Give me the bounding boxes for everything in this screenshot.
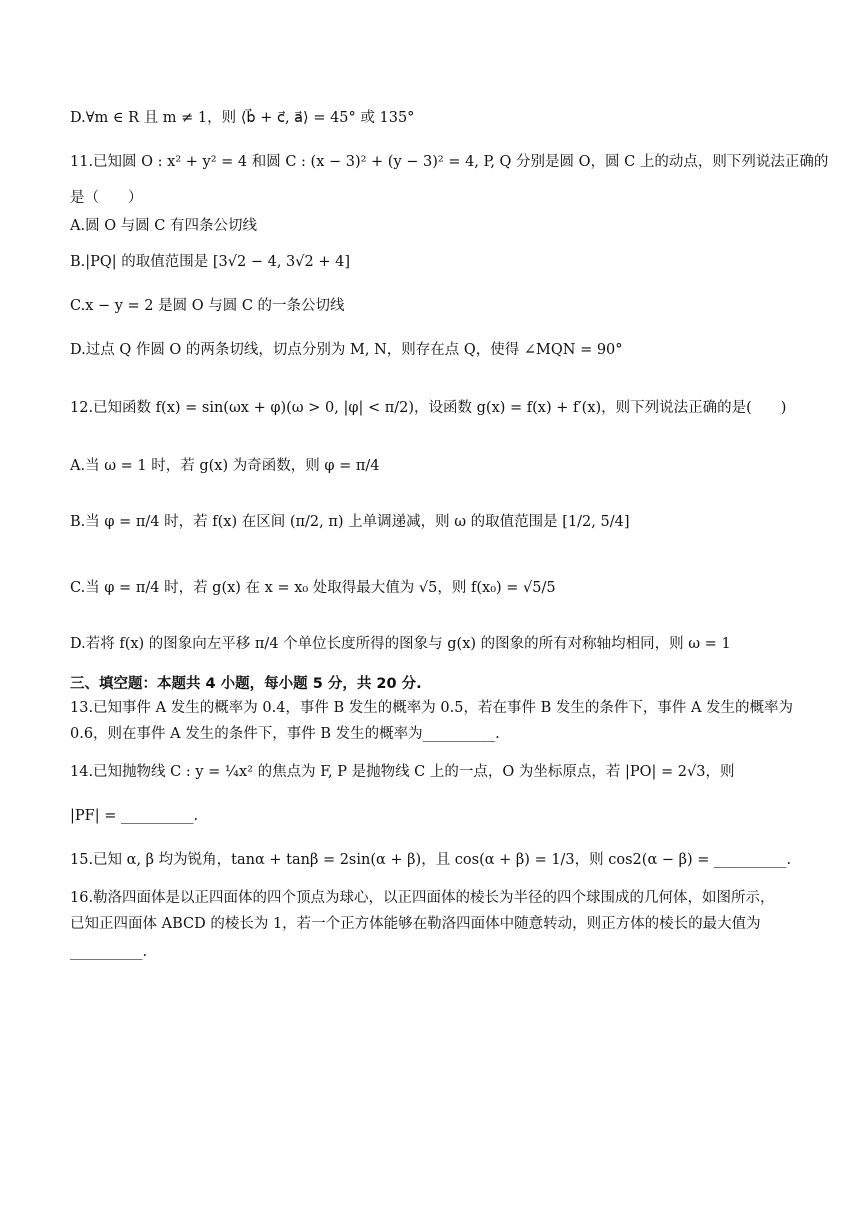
q12-option-c: C.当 φ = π/4 时，若 g(x) 在 x = x₀ 处取得最大值为 √5，则 f(x₀) = √5/5 bbox=[70, 580, 556, 596]
q14-line-1: 14.已知抛物线 C : y = ¼x² 的焦点为 F, P 是抛物线 C 上的一点，O 为坐标原点，若 |PO| = 2√3，则 bbox=[70, 764, 735, 780]
q12-option-a: A.当 ω = 1 时，若 g(x) 为奇函数，则 φ = π/4 bbox=[70, 458, 380, 474]
q11-stem-line-1: 11.已知圆 O : x² + y² = 4 和圆 C : (x − 3)² + (y − 3)² = 4, P, Q 分别是圆 O，圆 C 上的动点，则下列说法正确的 bbox=[70, 154, 829, 170]
q12-option-d: D.若将 f(x) 的图象向左平移 π/4 个单位长度所得的图象与 g(x) 的图象的所有对称轴均相同，则 ω = 1 bbox=[70, 636, 731, 652]
q11-option-a: A.圆 O 与圆 C 有四条公切线 bbox=[70, 218, 257, 234]
q16-line-1: 16.勒洛四面体是以正四面体的四个顶点为球心，以正四面体的棱长为半径的四个球围成的几何体，如图所示， bbox=[70, 890, 775, 906]
q11-option-c: C.x − y = 2 是圆 O 与圆 C 的一条公切线 bbox=[70, 298, 345, 314]
q11-option-d: D.过点 Q 作圆 O 的两条切线，切点分别为 M, N，则存在点 Q，使得 ∠MQN = 90° bbox=[70, 342, 623, 358]
q10-option-d: D.∀m ∈ R 且 m ≠ 1，则 ⟨b⃗ + c⃗, a⃗⟩ = 45° 或 135° bbox=[70, 110, 415, 126]
q15: 15.已知 α, β 均为锐角，tanα + tanβ = 2sin(α + β)，且 cos(α + β) = 1/3，则 cos2(α − β) = __________. bbox=[70, 852, 792, 868]
q13-line-2: 0.6，则在事件 A 发生的条件下，事件 B 发生的概率为__________. bbox=[70, 726, 500, 742]
q16-line-3: __________. bbox=[70, 944, 148, 960]
q13-line-1: 13.已知事件 A 发生的概率为 0.4，事件 B 发生的概率为 0.5，若在事件 B 发生的条件下，事件 A 发生的概率为 bbox=[70, 700, 794, 716]
q12-option-b: B.当 φ = π/4 时，若 f(x) 在区间 (π/2, π) 上单调递减，则 ω 的取值范围是 [1/2, 5/4] bbox=[70, 514, 630, 530]
q11-stem-line-2: 是（ ） bbox=[70, 190, 143, 206]
q16-line-2: 已知正四面体 ABCD 的棱长为 1，若一个正方体能够在勒洛四面体中随意转动，则正方体的棱长的最大值为 bbox=[70, 916, 761, 932]
q12-stem: 12.已知函数 f(x) = sin(ωx + φ)(ω > 0, |φ| < π/2)，设函数 g(x) = f(x) + f′(x)，则下列说法正确的是( ) bbox=[70, 400, 787, 416]
q11-option-b: B.|PQ| 的取值范围是 [3√2 − 4, 3√2 + 4] bbox=[70, 254, 350, 270]
section-heading: 三、填空题：本题共 4 小题，每小题 5 分，共 20 分. bbox=[70, 676, 422, 692]
q14-line-2: |PF| = __________. bbox=[70, 808, 199, 824]
